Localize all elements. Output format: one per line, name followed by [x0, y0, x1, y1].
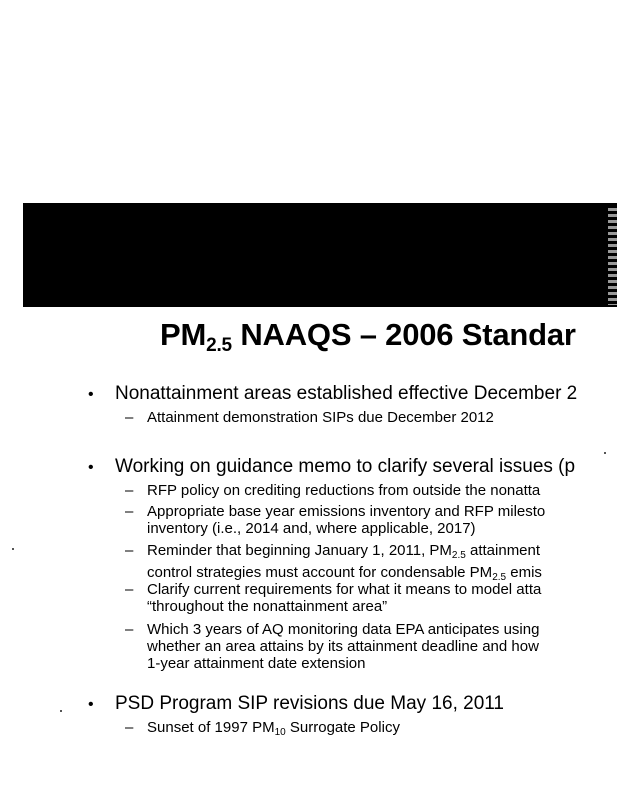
scan-speck — [60, 710, 62, 712]
redaction-block — [23, 203, 617, 307]
bullet-nonattainment: • Nonattainment areas established effective December 2 — [88, 383, 578, 404]
sub-item-model-attainment: – Clarify current requirements for what it means to model atta “throughout the nonattainment area” — [125, 581, 542, 615]
sub-item-sunset-policy: – Sunset of 1997 $PM_{10}$ Surrogate Policy — [125, 719, 400, 738]
scan-speck — [604, 452, 606, 454]
sub-item-condensable-reminder: – Reminder that beginning January 1, 2011, $PM_{2.5}$ attainment control strategies must account for condensable $PM_{2.5}$ emis — [125, 542, 542, 583]
sub-item-attainment-sips: – Attainment demonstration SIPs due December 2012 — [125, 409, 494, 426]
sub-item-base-year-inventory: – Appropriate base year emissions inventory and RFP milesto inventory (i.e., 2014 and, where applicable, 2017) — [125, 503, 546, 537]
bullet-marker: • — [88, 696, 94, 713]
bullet-guidance-memo: • Working on guidance memo to clarify several issues (p — [88, 456, 576, 477]
bullet-marker: • — [88, 459, 94, 476]
sub-item-monitoring-data: – Which 3 years of AQ monitoring data EPA anticipates using whether an area attains by its attainment deadline and how 1-year attainment date extension — [125, 621, 540, 672]
scan-speck — [12, 548, 14, 550]
bullet-marker: • — [88, 386, 94, 403]
slide-title: $PM_{2.5}$ NAAQS – 2006 Standar — [160, 317, 576, 356]
bullet-psd-program: • PSD Program SIP revisions due May 16, 2011 — [88, 693, 504, 714]
sub-item-rfp-policy: – RFP policy on crediting reductions from outside the nonatta — [125, 482, 541, 499]
scan-artifact — [608, 205, 617, 305]
